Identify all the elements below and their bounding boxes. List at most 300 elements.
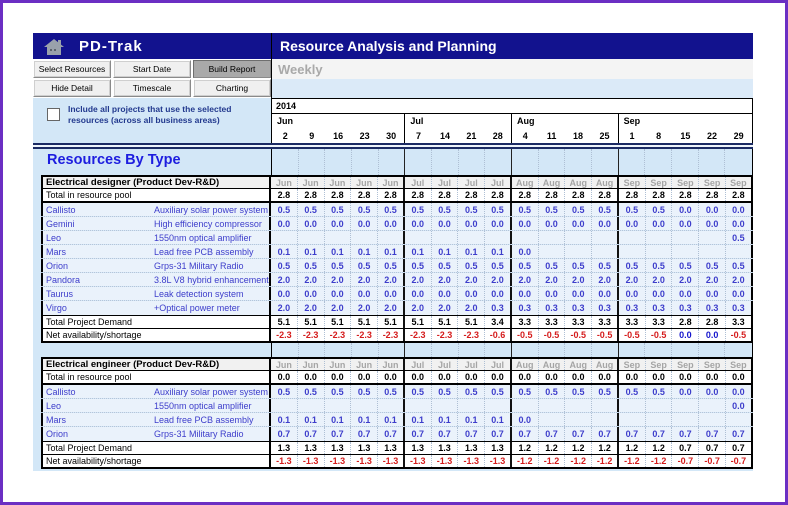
resource-value-cell[interactable]: 0.0	[672, 203, 699, 216]
net-value-cell[interactable]: -0.5	[565, 329, 592, 341]
demand-value-cell[interactable]: 5.1	[378, 316, 405, 328]
pool-value-cell[interactable]: 0.0	[432, 371, 459, 383]
demand-value-cell[interactable]: 2.8	[699, 316, 726, 328]
resource-value-cell[interactable]: 0.5	[512, 385, 539, 398]
resource-value-cell[interactable]: 2.0	[485, 273, 512, 286]
resource-value-cell[interactable]: 0.0	[405, 287, 432, 300]
resource-value-cell[interactable]: 0.7	[592, 427, 619, 441]
build-report-button[interactable]: Build Report	[193, 60, 271, 78]
net-value-cell[interactable]: -0.5	[726, 329, 753, 341]
demand-value-cell[interactable]: 5.1	[458, 316, 485, 328]
hide-detail-button[interactable]: Hide Detail	[33, 79, 111, 97]
resource-value-cell[interactable]: 0.0	[512, 217, 539, 230]
resource-value-cell[interactable]: 2.0	[271, 301, 298, 315]
demand-value-cell[interactable]: 3.3	[646, 316, 673, 328]
resource-value-cell[interactable]: 0.1	[298, 245, 325, 258]
net-value-cell[interactable]: 0.0	[699, 329, 726, 341]
resource-value-cell[interactable]: 2.0	[646, 273, 673, 286]
resource-value-cell[interactable]: 0.5	[619, 203, 646, 216]
resource-desc-cell[interactable]: Lead free PCB assembly	[153, 245, 271, 258]
net-value-cell[interactable]: -1.3	[298, 455, 325, 467]
resource-value-cell[interactable]: 0.5	[726, 259, 753, 272]
resource-value-cell[interactable]: 0.0	[298, 217, 325, 230]
resource-value-cell[interactable]: 0.0	[646, 217, 673, 230]
net-value-cell[interactable]: -1.3	[485, 455, 512, 467]
resource-value-cell[interactable]: 0.5	[646, 385, 673, 398]
resource-value-cell[interactable]: 0.0	[726, 287, 753, 300]
resource-value-cell[interactable]: 0.0	[699, 287, 726, 300]
resource-value-cell[interactable]: 0.7	[565, 427, 592, 441]
demand-value-cell[interactable]: 1.2	[592, 442, 619, 454]
pool-value-cell[interactable]: 0.0	[271, 371, 298, 383]
demand-value-cell[interactable]: 1.2	[619, 442, 646, 454]
resource-name-cell[interactable]: Pandora	[41, 273, 153, 286]
net-value-cell[interactable]: -2.3	[271, 329, 298, 341]
select-resources-button[interactable]: Select Resources	[33, 60, 111, 78]
resource-value-cell[interactable]: 0.7	[405, 427, 432, 441]
net-value-cell[interactable]: -1.2	[646, 455, 673, 467]
resource-value-cell[interactable]: 0.7	[351, 427, 378, 441]
resource-value-cell[interactable]: 2.0	[699, 273, 726, 286]
resource-value-cell[interactable]: 0.0	[458, 217, 485, 230]
net-value-cell[interactable]: -2.3	[378, 329, 405, 341]
resource-value-cell[interactable]	[619, 245, 646, 258]
pool-value-cell[interactable]: 2.8	[646, 189, 673, 201]
resource-value-cell[interactable]: 0.5	[325, 203, 352, 216]
resource-name-cell[interactable]: Virgo	[41, 301, 153, 315]
resource-value-cell[interactable]	[699, 245, 726, 258]
resource-value-cell[interactable]: 0.0	[378, 287, 405, 300]
pool-value-cell[interactable]: 2.8	[699, 189, 726, 201]
resource-value-cell[interactable]: 2.0	[405, 301, 432, 315]
resource-value-cell[interactable]	[351, 399, 378, 412]
resource-desc-cell[interactable]: Grps-31 Military Radio	[153, 427, 271, 441]
resource-value-cell[interactable]: 0.1	[405, 413, 432, 426]
net-value-cell[interactable]: -1.3	[378, 455, 405, 467]
demand-value-cell[interactable]: 1.2	[565, 442, 592, 454]
net-value-cell[interactable]: -0.5	[512, 329, 539, 341]
resource-value-cell[interactable]: 0.0	[432, 217, 459, 230]
resource-value-cell[interactable]: 0.5	[271, 385, 298, 398]
resource-value-cell[interactable]: 0.5	[485, 385, 512, 398]
resource-value-cell[interactable]: 0.0	[485, 287, 512, 300]
resource-value-cell[interactable]: 2.0	[298, 301, 325, 315]
demand-value-cell[interactable]: 1.2	[646, 442, 673, 454]
resource-value-cell[interactable]: 0.1	[351, 413, 378, 426]
resource-value-cell[interactable]	[378, 231, 405, 244]
resource-value-cell[interactable]	[539, 399, 566, 412]
resource-value-cell[interactable]	[565, 413, 592, 426]
demand-value-cell[interactable]: 1.2	[512, 442, 539, 454]
resource-value-cell[interactable]	[512, 399, 539, 412]
resource-value-cell[interactable]: 0.5	[351, 259, 378, 272]
resource-value-cell[interactable]: 0.7	[672, 427, 699, 441]
resource-value-cell[interactable]	[699, 399, 726, 412]
resource-value-cell[interactable]: 0.0	[378, 217, 405, 230]
demand-value-cell[interactable]: 5.1	[432, 316, 459, 328]
resource-value-cell[interactable]: 2.0	[539, 273, 566, 286]
pool-value-cell[interactable]: 0.0	[619, 371, 646, 383]
demand-value-cell[interactable]: 1.3	[405, 442, 432, 454]
net-row-label[interactable]: Net availability/shortage	[41, 455, 271, 467]
resource-value-cell[interactable]: 0.1	[432, 413, 459, 426]
resource-value-cell[interactable]	[619, 413, 646, 426]
resource-value-cell[interactable]: 0.0	[485, 217, 512, 230]
demand-value-cell[interactable]: 0.7	[699, 442, 726, 454]
resource-value-cell[interactable]: 0.5	[378, 385, 405, 398]
pool-value-cell[interactable]: 0.0	[539, 371, 566, 383]
resource-value-cell[interactable]: 2.0	[325, 273, 352, 286]
resource-value-cell[interactable]	[646, 231, 673, 244]
resource-value-cell[interactable]: 0.5	[458, 259, 485, 272]
net-value-cell[interactable]: -1.2	[619, 455, 646, 467]
resource-desc-cell[interactable]: 1550nm optical amplifier	[153, 399, 271, 412]
resource-value-cell[interactable]: 2.0	[458, 301, 485, 315]
resource-desc-cell[interactable]: Grps-31 Military Radio	[153, 259, 271, 272]
resource-value-cell[interactable]: 0.1	[325, 413, 352, 426]
demand-value-cell[interactable]: 0.7	[726, 442, 753, 454]
resource-value-cell[interactable]: 0.1	[432, 245, 459, 258]
resource-name-cell[interactable]: Orion	[41, 259, 153, 272]
resource-value-cell[interactable]: 0.0	[699, 385, 726, 398]
resource-name-cell[interactable]: Mars	[41, 245, 153, 258]
demand-row-label[interactable]: Total Project Demand	[41, 442, 271, 454]
resource-value-cell[interactable]: 0.5	[405, 385, 432, 398]
resource-value-cell[interactable]: 0.0	[592, 217, 619, 230]
net-value-cell[interactable]: -1.2	[592, 455, 619, 467]
resource-value-cell[interactable]: 0.5	[432, 259, 459, 272]
net-value-cell[interactable]: -0.6	[485, 329, 512, 341]
net-value-cell[interactable]: 0.0	[672, 329, 699, 341]
resource-value-cell[interactable]	[565, 231, 592, 244]
pool-value-cell[interactable]: 2.8	[726, 189, 753, 201]
net-value-cell[interactable]: -1.3	[351, 455, 378, 467]
resource-value-cell[interactable]: 0.1	[271, 413, 298, 426]
pool-value-cell[interactable]: 0.0	[405, 371, 432, 383]
pool-value-cell[interactable]: 0.0	[378, 371, 405, 383]
resource-value-cell[interactable]: 0.1	[351, 245, 378, 258]
resource-value-cell[interactable]: 0.0	[672, 217, 699, 230]
pool-value-cell[interactable]: 2.8	[539, 189, 566, 201]
resource-value-cell[interactable]: 0.0	[458, 287, 485, 300]
demand-value-cell[interactable]: 1.2	[539, 442, 566, 454]
net-value-cell[interactable]: -2.3	[351, 329, 378, 341]
pool-value-cell[interactable]: 0.0	[351, 371, 378, 383]
resource-value-cell[interactable]	[351, 231, 378, 244]
resource-value-cell[interactable]: 0.3	[646, 301, 673, 315]
resource-value-cell[interactable]: 0.0	[726, 399, 753, 412]
resource-value-cell[interactable]: 0.5	[539, 203, 566, 216]
net-value-cell[interactable]: -2.3	[325, 329, 352, 341]
resource-value-cell[interactable]: 0.3	[512, 301, 539, 315]
resource-value-cell[interactable]: 0.0	[592, 287, 619, 300]
pool-value-cell[interactable]: 2.8	[325, 189, 352, 201]
net-value-cell[interactable]: -2.3	[298, 329, 325, 341]
resource-value-cell[interactable]	[699, 413, 726, 426]
resource-value-cell[interactable]	[592, 231, 619, 244]
net-value-cell[interactable]: -0.5	[592, 329, 619, 341]
resource-desc-cell[interactable]: Auxiliary solar power system	[153, 385, 271, 398]
resource-value-cell[interactable]: 0.1	[271, 245, 298, 258]
net-value-cell[interactable]: -1.3	[458, 455, 485, 467]
net-value-cell[interactable]: -1.3	[432, 455, 459, 467]
resource-value-cell[interactable]	[485, 399, 512, 412]
resource-value-cell[interactable]: 0.5	[351, 203, 378, 216]
pool-value-cell[interactable]: 0.0	[485, 371, 512, 383]
resource-value-cell[interactable]: 2.0	[325, 301, 352, 315]
include-projects-checkbox[interactable]	[47, 108, 60, 121]
demand-value-cell[interactable]: 1.3	[458, 442, 485, 454]
resource-value-cell[interactable]: 0.5	[592, 203, 619, 216]
resource-value-cell[interactable]: 0.0	[512, 413, 539, 426]
resource-value-cell[interactable]: 0.7	[458, 427, 485, 441]
resource-value-cell[interactable]	[646, 245, 673, 258]
resource-value-cell[interactable]: 0.5	[271, 259, 298, 272]
resource-value-cell[interactable]: 0.5	[485, 203, 512, 216]
resource-value-cell[interactable]: 0.0	[699, 203, 726, 216]
resource-value-cell[interactable]: 0.5	[458, 203, 485, 216]
resource-value-cell[interactable]: 0.0	[699, 217, 726, 230]
resource-value-cell[interactable]: 0.3	[699, 301, 726, 315]
demand-value-cell[interactable]: 5.1	[271, 316, 298, 328]
resource-value-cell[interactable]: 0.1	[458, 245, 485, 258]
demand-value-cell[interactable]: 1.3	[271, 442, 298, 454]
pool-value-cell[interactable]: 2.8	[592, 189, 619, 201]
resource-value-cell[interactable]: 0.5	[539, 385, 566, 398]
resource-value-cell[interactable]	[672, 231, 699, 244]
resource-value-cell[interactable]: 2.0	[378, 273, 405, 286]
resource-value-cell[interactable]: 0.7	[432, 427, 459, 441]
demand-value-cell[interactable]: 3.3	[565, 316, 592, 328]
resource-value-cell[interactable]: 0.1	[485, 413, 512, 426]
resource-value-cell[interactable]: 0.5	[592, 385, 619, 398]
resource-value-cell[interactable]: 0.5	[405, 203, 432, 216]
resource-value-cell[interactable]	[726, 245, 753, 258]
charting-button[interactable]: Charting	[193, 79, 271, 97]
pool-row-label[interactable]: Total in resource pool	[41, 189, 271, 201]
resource-value-cell[interactable]: 0.0	[619, 217, 646, 230]
resource-value-cell[interactable]: 0.5	[539, 259, 566, 272]
demand-value-cell[interactable]: 1.3	[298, 442, 325, 454]
resource-value-cell[interactable]	[539, 231, 566, 244]
resource-value-cell[interactable]: 0.1	[405, 245, 432, 258]
resource-value-cell[interactable]: 0.0	[325, 287, 352, 300]
resource-value-cell[interactable]: 0.5	[351, 385, 378, 398]
resource-value-cell[interactable]	[646, 413, 673, 426]
demand-value-cell[interactable]: 5.1	[351, 316, 378, 328]
resource-value-cell[interactable]: 0.0	[351, 287, 378, 300]
net-value-cell[interactable]: -1.2	[565, 455, 592, 467]
resource-value-cell[interactable]	[271, 399, 298, 412]
resource-value-cell[interactable]: 0.5	[565, 259, 592, 272]
resource-value-cell[interactable]: 0.0	[646, 287, 673, 300]
net-value-cell[interactable]: -1.3	[405, 455, 432, 467]
net-value-cell[interactable]: -2.3	[405, 329, 432, 341]
resource-desc-cell[interactable]: +Optical power meter	[153, 301, 271, 315]
demand-value-cell[interactable]: 1.3	[485, 442, 512, 454]
resource-value-cell[interactable]: 0.7	[699, 427, 726, 441]
resource-name-cell[interactable]: Leo	[41, 231, 153, 244]
resource-value-cell[interactable]: 0.0	[672, 385, 699, 398]
resource-value-cell[interactable]: 0.5	[458, 385, 485, 398]
pool-value-cell[interactable]: 2.8	[298, 189, 325, 201]
pool-value-cell[interactable]: 0.0	[512, 371, 539, 383]
demand-row-label[interactable]: Total Project Demand	[41, 316, 271, 328]
net-value-cell[interactable]: -0.7	[672, 455, 699, 467]
demand-value-cell[interactable]: 3.3	[592, 316, 619, 328]
resource-value-cell[interactable]	[271, 231, 298, 244]
resource-value-cell[interactable]: 0.7	[539, 427, 566, 441]
demand-value-cell[interactable]: 0.7	[672, 442, 699, 454]
resource-value-cell[interactable]: 0.1	[378, 413, 405, 426]
demand-value-cell[interactable]: 5.1	[298, 316, 325, 328]
resource-value-cell[interactable]: 0.5	[646, 203, 673, 216]
resource-value-cell[interactable]	[485, 231, 512, 244]
resource-value-cell[interactable]: 2.0	[298, 273, 325, 286]
pool-value-cell[interactable]: 2.8	[405, 189, 432, 201]
resource-value-cell[interactable]	[699, 231, 726, 244]
demand-value-cell[interactable]: 3.3	[619, 316, 646, 328]
resource-value-cell[interactable]: 0.7	[619, 427, 646, 441]
resource-name-cell[interactable]: Gemini	[41, 217, 153, 230]
resource-value-cell[interactable]: 0.0	[672, 287, 699, 300]
resource-value-cell[interactable]: 2.0	[432, 301, 459, 315]
resource-value-cell[interactable]: 0.5	[271, 203, 298, 216]
net-value-cell[interactable]: -2.3	[432, 329, 459, 341]
pool-value-cell[interactable]: 2.8	[271, 189, 298, 201]
resource-value-cell[interactable]	[539, 245, 566, 258]
resource-value-cell[interactable]	[458, 399, 485, 412]
resource-value-cell[interactable]: 0.5	[298, 385, 325, 398]
net-value-cell[interactable]: -0.5	[539, 329, 566, 341]
resource-value-cell[interactable]: 0.5	[432, 385, 459, 398]
resource-value-cell[interactable]: 0.0	[726, 217, 753, 230]
demand-value-cell[interactable]: 1.3	[351, 442, 378, 454]
resource-value-cell[interactable]: 2.0	[271, 273, 298, 286]
resource-value-cell[interactable]	[726, 413, 753, 426]
resource-value-cell[interactable]: 0.7	[485, 427, 512, 441]
resource-value-cell[interactable]: 0.0	[271, 287, 298, 300]
resource-value-cell[interactable]	[298, 399, 325, 412]
pool-value-cell[interactable]: 0.0	[646, 371, 673, 383]
pool-row-label[interactable]: Total in resource pool	[41, 371, 271, 383]
resource-value-cell[interactable]: 0.3	[672, 301, 699, 315]
resource-value-cell[interactable]: 0.1	[325, 245, 352, 258]
resource-value-cell[interactable]: 0.5	[726, 231, 753, 244]
resource-desc-cell[interactable]: High efficiency compressor	[153, 217, 271, 230]
resource-value-cell[interactable]: 2.0	[512, 273, 539, 286]
resource-desc-cell[interactable]: 3.8L V8 hybrid enhancement	[153, 273, 271, 286]
pool-value-cell[interactable]: 0.0	[298, 371, 325, 383]
resource-value-cell[interactable]: 0.5	[378, 259, 405, 272]
pool-value-cell[interactable]: 2.8	[432, 189, 459, 201]
resource-value-cell[interactable]: 2.0	[458, 273, 485, 286]
resource-value-cell[interactable]	[378, 399, 405, 412]
net-value-cell[interactable]: -1.3	[325, 455, 352, 467]
resource-value-cell[interactable]: 2.0	[351, 273, 378, 286]
pool-value-cell[interactable]: 2.8	[672, 189, 699, 201]
resource-value-cell[interactable]	[405, 231, 432, 244]
resource-value-cell[interactable]: 0.5	[485, 259, 512, 272]
resource-value-cell[interactable]: 0.3	[565, 301, 592, 315]
resource-value-cell[interactable]: 0.7	[726, 427, 753, 441]
resource-value-cell[interactable]	[672, 399, 699, 412]
pool-value-cell[interactable]: 0.0	[325, 371, 352, 383]
home-icon[interactable]	[43, 38, 65, 55]
resource-value-cell[interactable]: 0.5	[646, 259, 673, 272]
resource-value-cell[interactable]	[512, 231, 539, 244]
net-value-cell[interactable]: -1.2	[539, 455, 566, 467]
net-value-cell[interactable]: -1.2	[512, 455, 539, 467]
resource-value-cell[interactable]	[325, 399, 352, 412]
resource-value-cell[interactable]: 0.5	[405, 259, 432, 272]
timescale-button[interactable]: Timescale	[113, 79, 191, 97]
resource-value-cell[interactable]	[325, 231, 352, 244]
resource-value-cell[interactable]	[619, 399, 646, 412]
resource-value-cell[interactable]: 0.7	[512, 427, 539, 441]
demand-value-cell[interactable]: 5.1	[325, 316, 352, 328]
resource-value-cell[interactable]: 0.5	[699, 259, 726, 272]
resource-value-cell[interactable]: 0.5	[619, 385, 646, 398]
pool-value-cell[interactable]: 2.8	[351, 189, 378, 201]
net-value-cell[interactable]: -0.7	[726, 455, 753, 467]
pool-value-cell[interactable]: 0.0	[592, 371, 619, 383]
resource-name-cell[interactable]: Leo	[41, 399, 153, 412]
demand-value-cell[interactable]: 1.3	[378, 442, 405, 454]
resource-desc-cell[interactable]: 1550nm optical amplifier	[153, 231, 271, 244]
demand-value-cell[interactable]: 1.3	[325, 442, 352, 454]
pool-value-cell[interactable]: 2.8	[619, 189, 646, 201]
resource-value-cell[interactable]: 0.0	[432, 287, 459, 300]
resource-value-cell[interactable]: 0.5	[512, 259, 539, 272]
pool-value-cell[interactable]: 2.8	[378, 189, 405, 201]
resource-value-cell[interactable]: 2.0	[726, 273, 753, 286]
resource-name-cell[interactable]: Mars	[41, 413, 153, 426]
resource-value-cell[interactable]: 0.0	[565, 217, 592, 230]
pool-value-cell[interactable]: 0.0	[699, 371, 726, 383]
resource-value-cell[interactable]	[565, 245, 592, 258]
resource-value-cell[interactable]	[298, 231, 325, 244]
resource-value-cell[interactable]: 2.0	[405, 273, 432, 286]
resource-value-cell[interactable]: 0.0	[619, 287, 646, 300]
resource-value-cell[interactable]	[592, 399, 619, 412]
demand-value-cell[interactable]: 3.4	[485, 316, 512, 328]
resource-value-cell[interactable]	[405, 399, 432, 412]
resource-value-cell[interactable]	[565, 399, 592, 412]
resource-value-cell[interactable]: 0.3	[539, 301, 566, 315]
resource-value-cell[interactable]: 0.5	[432, 203, 459, 216]
demand-value-cell[interactable]: 2.8	[672, 316, 699, 328]
start-date-button[interactable]: Start Date	[113, 60, 191, 78]
resource-value-cell[interactable]: 0.0	[512, 245, 539, 258]
resource-value-cell[interactable]: 0.5	[298, 203, 325, 216]
resource-value-cell[interactable]: 2.0	[432, 273, 459, 286]
resource-value-cell[interactable]: 0.0	[539, 217, 566, 230]
resource-value-cell[interactable]: 0.0	[512, 287, 539, 300]
resource-value-cell[interactable]: 0.0	[726, 203, 753, 216]
resource-value-cell[interactable]: 0.3	[592, 301, 619, 315]
resource-value-cell[interactable]: 0.5	[298, 259, 325, 272]
pool-value-cell[interactable]: 2.8	[458, 189, 485, 201]
resource-value-cell[interactable]: 0.5	[672, 259, 699, 272]
resource-value-cell[interactable]: 0.0	[351, 217, 378, 230]
demand-value-cell[interactable]: 1.3	[432, 442, 459, 454]
resource-value-cell[interactable]: 0.5	[565, 385, 592, 398]
resource-name-cell[interactable]: Taurus	[41, 287, 153, 300]
resource-value-cell[interactable]	[672, 413, 699, 426]
demand-value-cell[interactable]: 5.1	[405, 316, 432, 328]
resource-value-cell[interactable]: 0.7	[325, 427, 352, 441]
